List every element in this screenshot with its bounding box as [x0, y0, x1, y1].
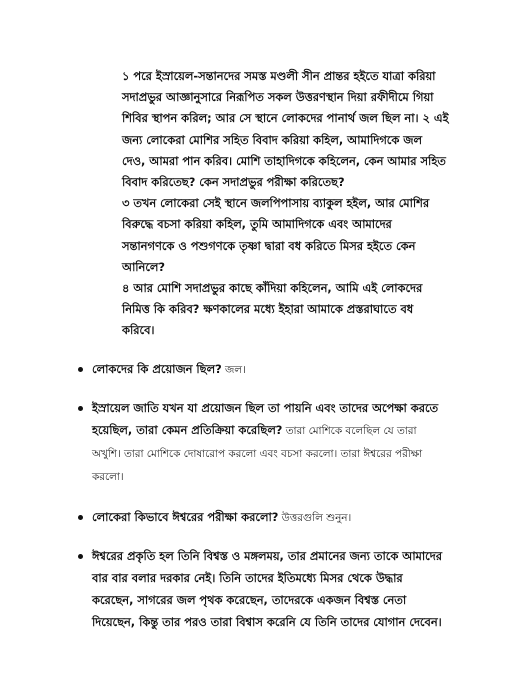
scripture-passage: ১ পরে ইস্রায়েল-সন্তানদের সমস্ত মণ্ডলী সীন প্রান্তর হইতে যাত্রা করিয়া সদাপ্রভুর আজ্ঞানুসারে নিরূপিত সকল উত্তরণস্থান দিয়া রফীদীমে গিয়া শিবির স্থাপন করিল; আর সে স্থানে লোকদের পানার্থ জল ছিল না। ২ এই জন্য লোকেরা মোশির সহিত বিবাদ করিয়া কহিল, আমাদিগকে জল দেও, আমরা পান করিব। মোশি তাহাদিগকে কহিলেন, কেন আমার সহিত বিবাদ করিতেছ? কেন সদাপ্রভুর পরীক্ষা করিতেছ? ৩ তখন লোকেরা সেই স্থানে জলপিপাসায় ব্যাকুল হইল, আর মোশির বিরুদ্ধে বচসা করিয়া কহিল, তুমি আমাদিগকে এবং আমাদের সন্তানগণকে ও পশুগণকে তৃষ্ণা দ্বারা বধ করিতে মিসর হইতে কেন আনিলে? ৪ আর মোশি সদাপ্রভুর কাছে কাঁদিয়া কহিলেন, আমি এই লোকদের নিমিত্ত কি করিব? ক্ষণকালের মধ্যে ইহারা আমাকে প্রস্তরাঘাতে বধ করিবে।	[122, 69, 449, 338]
question-list	[78, 358, 508, 634]
list-item	[78, 358, 508, 381]
list-item	[78, 397, 508, 488]
list-item	[78, 545, 508, 634]
list-item	[78, 506, 508, 529]
answer-text: জল।	[221, 364, 246, 376]
answer-text: তারা মোশিকে বলেছিল যে তারা অখুশি। তারা মোশিকে দোষারোপ করলো এবং বচসা করলো। তারা ঈশ্বরের পরীক্ষা করলো।	[92, 425, 423, 483]
question-text: লোকেরা কিভাবে ঈশ্বরের পরীক্ষা করলো?	[92, 510, 279, 524]
answer-text: উত্তরগুলি শুনুন।	[278, 512, 352, 524]
question-text: ইস্রায়েল জাতি যখন যা প্রয়োজন ছিল তা পায়নি এবং তাদের অপেক্ষা করতে হয়েছিল, তারা কেমন প্রতিক্রিয়া করেছিল?	[92, 401, 439, 437]
question-text: লোকদের কি প্রয়োজন ছিল?	[92, 362, 222, 376]
question-text: ঈশ্বরের প্রকৃতি হল তিনি বিশ্বস্ত ও মঙ্গলময়, তার প্রমানের জন্য তাকে আমাদের বার বার বলার দরকার নেই। তিনি তাদের ইতিমধ্যে মিসর থেকে উদ্ধার করেছেন, সাগরের জল পৃথক করেছেন, তাদেরকে একজন বিশ্বস্ত নেতা দিয়েছেন, কিন্তু তার পরও তারা বিশ্বাস করেনি যে তিনি তাদের যোগান দেবেন।	[92, 549, 442, 629]
